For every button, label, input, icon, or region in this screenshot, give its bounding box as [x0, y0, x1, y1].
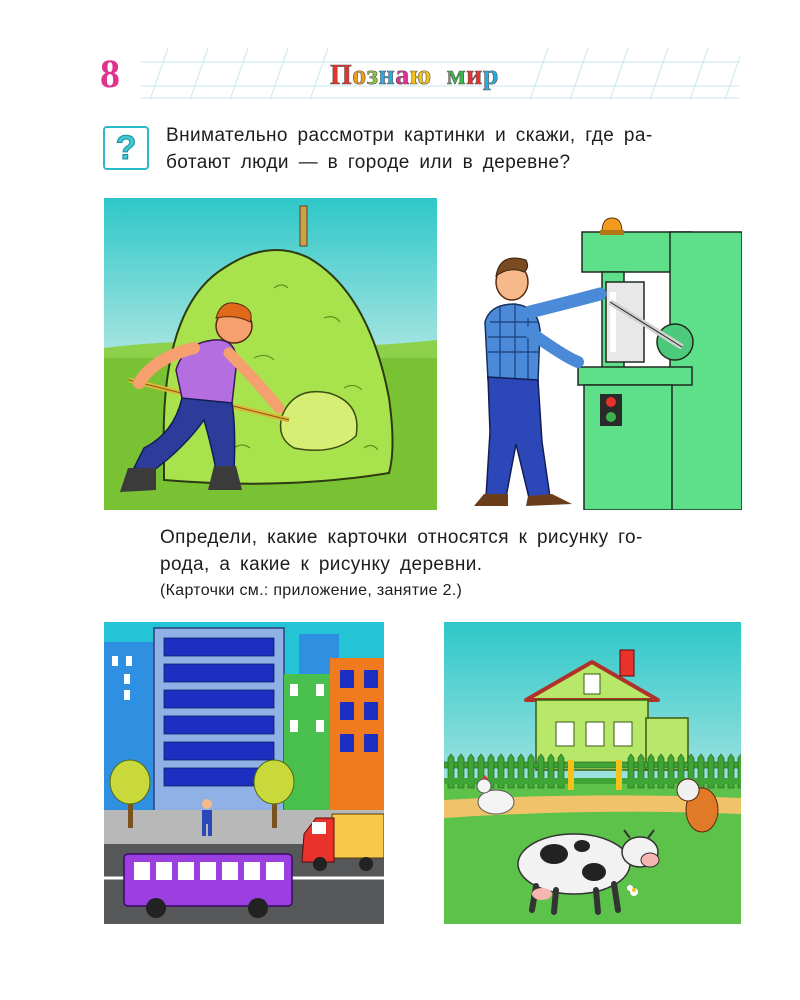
title-letter: о: [352, 60, 367, 91]
title-letter: П: [330, 60, 353, 91]
instruction-line-2: рода, а какие к рисунку деревни.: [160, 554, 483, 575]
task-line-1: Внимательно рассмотри картинки и скажи, где ра-: [166, 125, 653, 146]
title-letter: н: [378, 60, 396, 91]
title-word-1: [330, 60, 432, 91]
village-picture: [444, 622, 741, 924]
title-letter: ю: [409, 60, 432, 91]
page-title: [330, 62, 499, 90]
city-illustration: [104, 622, 384, 924]
title-letter: р: [482, 60, 499, 91]
factory-worker-illustration: [460, 212, 742, 510]
instruction-note: (Карточки см.: приложение, занятие 2.): [160, 582, 463, 599]
city-picture: [104, 622, 384, 924]
title-letter: з: [366, 60, 379, 91]
question-mark: ?: [115, 129, 137, 167]
task-line-2: ботают люди — в городе или в деревне?: [166, 152, 571, 173]
title-letter: а: [395, 60, 410, 91]
task-text: [166, 122, 746, 176]
page-header: [100, 48, 740, 100]
page-number: 8: [100, 51, 120, 96]
title-letter: и: [466, 60, 483, 91]
question-mark-icon: [103, 126, 149, 170]
farmer-haystack-picture: [104, 198, 437, 510]
village-illustration: [444, 622, 741, 924]
farmer-haystack-illustration: [104, 198, 437, 510]
title-letter: м: [446, 60, 467, 91]
instruction-text: [160, 524, 750, 578]
title-word-2: [447, 60, 499, 91]
factory-worker-picture: [460, 212, 742, 510]
instruction-line-1: Определи, какие карточки относятся к рисунку го-: [160, 527, 643, 548]
